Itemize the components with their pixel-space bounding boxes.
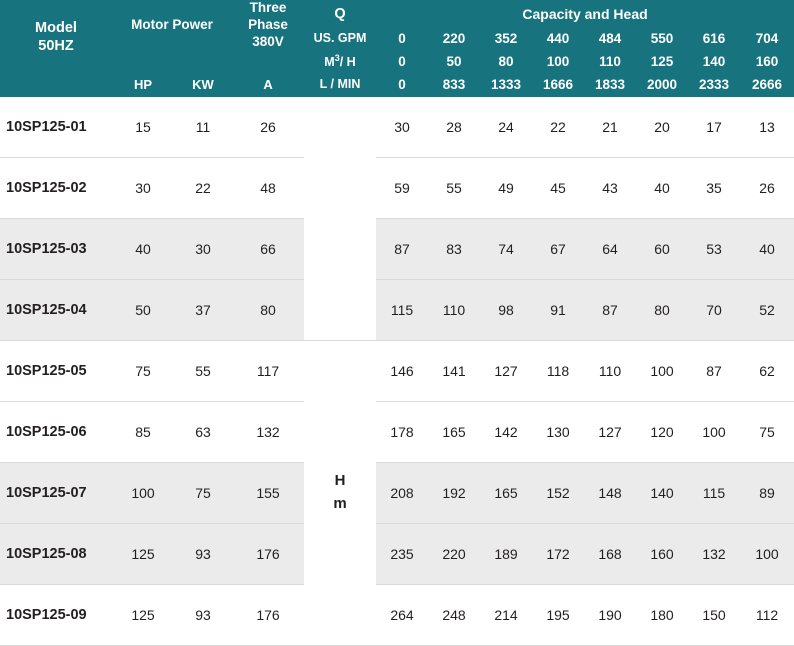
cell-amp: 155 [232, 462, 304, 523]
header-gpm-5: 550 [636, 28, 688, 51]
cell-head-1: 141 [428, 340, 480, 401]
cell-head-2: 189 [480, 523, 532, 584]
cell-head-6: 132 [688, 523, 740, 584]
cell-head-6: 87 [688, 340, 740, 401]
cell-head-4: 87 [584, 279, 636, 340]
cell-head-5: 100 [636, 340, 688, 401]
cell-head-1: 83 [428, 218, 480, 279]
header-unit-usgpm: US. GPM [304, 28, 376, 51]
cell-head-0: 264 [376, 584, 428, 645]
cell-head-7: 62 [740, 340, 794, 401]
cell-amp: 26 [232, 97, 304, 158]
header-lmin-1: 833 [428, 74, 480, 97]
cell-head-4: 190 [584, 584, 636, 645]
header-gpm-0: 0 [376, 28, 428, 51]
header-model [0, 0, 112, 74]
table-row [0, 462, 794, 523]
header-unit-m3h-sup: 3 [334, 53, 340, 64]
cell-kw: 30 [174, 218, 232, 279]
header-gpm-6: 616 [688, 28, 740, 51]
cell-head-6: 17 [688, 97, 740, 158]
header-unit-m3h-pre: M [324, 55, 335, 70]
cell-kw: 11 [174, 97, 232, 158]
header-m3h-7: 160 [740, 51, 794, 74]
header-gpm-7: 704 [740, 28, 794, 51]
cell-head-4: 110 [584, 340, 636, 401]
cell-head-2: 49 [480, 157, 532, 218]
cell-head-2: 142 [480, 401, 532, 462]
cell-head-0: 30 [376, 97, 428, 158]
cell-head-1: 248 [428, 584, 480, 645]
cell-head-4: 21 [584, 97, 636, 158]
cell-kw: 55 [174, 340, 232, 401]
cell-head-1: 110 [428, 279, 480, 340]
header-m3h-3: 100 [532, 51, 584, 74]
header-motor-power: Motor Power [112, 0, 232, 51]
table-row [0, 401, 794, 462]
header-m3h-1: 50 [428, 51, 480, 74]
header-three-phase-line2: Phase [248, 16, 288, 32]
cell-head-7: 100 [740, 523, 794, 584]
header-row-lmin [0, 74, 794, 97]
table-header [0, 0, 794, 97]
cell-head-2: 98 [480, 279, 532, 340]
header-gpm-3: 440 [532, 28, 584, 51]
cell-head-4: 43 [584, 157, 636, 218]
cell-head-3: 22 [532, 97, 584, 158]
cell-head-5: 140 [636, 462, 688, 523]
header-lmin-5: 2000 [636, 74, 688, 97]
cell-head-2: 24 [480, 97, 532, 158]
header-model-spacer [0, 74, 112, 97]
cell-head-7: 26 [740, 157, 794, 218]
cell-model: 10SP125-04 [0, 279, 112, 340]
header-three-phase-line1: Three [249, 0, 287, 15]
cell-kw: 63 [174, 401, 232, 462]
header-lmin-4: 1833 [584, 74, 636, 97]
header-three-phase [232, 0, 304, 51]
header-motor-power-spacer [112, 51, 232, 74]
cell-hp: 40 [112, 218, 174, 279]
header-gpm-1: 220 [428, 28, 480, 51]
cell-head-5: 20 [636, 97, 688, 158]
cell-head-6: 70 [688, 279, 740, 340]
head-symbol-m: m [333, 494, 347, 512]
cell-head-7: 52 [740, 279, 794, 340]
cell-head-0: 146 [376, 340, 428, 401]
cell-head-0: 208 [376, 462, 428, 523]
cell-head-6: 115 [688, 462, 740, 523]
cell-head-4: 127 [584, 401, 636, 462]
header-lmin-6: 2333 [688, 74, 740, 97]
header-lmin-3: 1666 [532, 74, 584, 97]
cell-head-3: 91 [532, 279, 584, 340]
head-symbol-h: H [334, 472, 346, 490]
cell-head-0: 59 [376, 157, 428, 218]
cell-head-7: 75 [740, 401, 794, 462]
header-lmin-2: 1333 [480, 74, 532, 97]
cell-head-2: 165 [480, 462, 532, 523]
header-unit-m3h [304, 51, 376, 74]
cell-hp: 15 [112, 97, 174, 158]
cell-head-4: 64 [584, 218, 636, 279]
cell-head-3: 130 [532, 401, 584, 462]
cell-amp: 66 [232, 218, 304, 279]
cell-head-3: 67 [532, 218, 584, 279]
cell-head-6: 53 [688, 218, 740, 279]
cell-model: 10SP125-06 [0, 401, 112, 462]
table-row [0, 279, 794, 340]
header-m3h-0: 0 [376, 51, 428, 74]
header-m3h-2: 80 [480, 51, 532, 74]
table-row [0, 523, 794, 584]
cell-kw: 37 [174, 279, 232, 340]
header-model-line2: 50HZ [38, 37, 74, 54]
header-m3h-6: 140 [688, 51, 740, 74]
cell-model: 10SP125-05 [0, 340, 112, 401]
cell-model: 10SP125-03 [0, 218, 112, 279]
cell-model: 10SP125-07 [0, 462, 112, 523]
cell-head-3: 45 [532, 157, 584, 218]
head-symbol-spacer-top [304, 97, 376, 341]
cell-head-5: 160 [636, 523, 688, 584]
table-row [0, 584, 794, 645]
header-amp: A [232, 74, 304, 97]
head-symbol-cell [304, 340, 376, 645]
header-kw: KW [174, 74, 232, 97]
cell-head-3: 172 [532, 523, 584, 584]
cell-amp: 48 [232, 157, 304, 218]
cell-head-0: 235 [376, 523, 428, 584]
cell-head-7: 112 [740, 584, 794, 645]
header-unit-lmin: L / MIN [304, 74, 376, 97]
cell-hp: 125 [112, 523, 174, 584]
cell-head-2: 127 [480, 340, 532, 401]
header-row-top [0, 0, 794, 28]
table-row [0, 340, 794, 401]
header-m3h-5: 125 [636, 51, 688, 74]
cell-head-5: 180 [636, 584, 688, 645]
header-m3h-4: 110 [584, 51, 636, 74]
header-row-m3h [0, 51, 794, 74]
table-row [0, 218, 794, 279]
cell-head-2: 214 [480, 584, 532, 645]
table-row [0, 157, 794, 218]
cell-head-4: 168 [584, 523, 636, 584]
cell-head-5: 120 [636, 401, 688, 462]
cell-head-1: 220 [428, 523, 480, 584]
cell-head-3: 152 [532, 462, 584, 523]
header-lmin-7: 2666 [740, 74, 794, 97]
cell-head-1: 192 [428, 462, 480, 523]
header-capacity-and-head: Capacity and Head [376, 0, 794, 28]
header-unit-m3h-post: / H [339, 55, 356, 70]
cell-amp: 80 [232, 279, 304, 340]
cell-head-7: 89 [740, 462, 794, 523]
header-three-phase-spacer [232, 51, 304, 74]
cell-kw: 93 [174, 584, 232, 645]
cell-head-1: 165 [428, 401, 480, 462]
cell-head-5: 80 [636, 279, 688, 340]
table-row [0, 97, 794, 158]
cell-head-7: 13 [740, 97, 794, 158]
cell-head-6: 150 [688, 584, 740, 645]
cell-model: 10SP125-09 [0, 584, 112, 645]
header-three-phase-line3: 380V [252, 33, 284, 49]
cell-model: 10SP125-08 [0, 523, 112, 584]
cell-amp: 176 [232, 523, 304, 584]
cell-hp: 50 [112, 279, 174, 340]
cell-head-6: 100 [688, 401, 740, 462]
cell-head-0: 178 [376, 401, 428, 462]
cell-head-1: 55 [428, 157, 480, 218]
cell-model: 10SP125-02 [0, 157, 112, 218]
cell-head-3: 118 [532, 340, 584, 401]
cell-amp: 176 [232, 584, 304, 645]
cell-head-5: 60 [636, 218, 688, 279]
cell-head-4: 148 [584, 462, 636, 523]
cell-hp: 125 [112, 584, 174, 645]
cell-head-6: 35 [688, 157, 740, 218]
cell-head-5: 40 [636, 157, 688, 218]
header-model-line1: Model [35, 19, 77, 36]
cell-hp: 100 [112, 462, 174, 523]
cell-kw: 22 [174, 157, 232, 218]
cell-amp: 117 [232, 340, 304, 401]
cell-hp: 30 [112, 157, 174, 218]
cell-hp: 75 [112, 340, 174, 401]
header-hp: HP [112, 74, 174, 97]
header-gpm-4: 484 [584, 28, 636, 51]
cell-head-2: 74 [480, 218, 532, 279]
cell-kw: 93 [174, 523, 232, 584]
cell-head-1: 28 [428, 97, 480, 158]
table-body [0, 97, 794, 646]
header-lmin-0: 0 [376, 74, 428, 97]
cell-kw: 75 [174, 462, 232, 523]
cell-amp: 132 [232, 401, 304, 462]
cell-hp: 85 [112, 401, 174, 462]
cell-model: 10SP125-01 [0, 97, 112, 158]
cell-head-3: 195 [532, 584, 584, 645]
header-gpm-2: 352 [480, 28, 532, 51]
header-q-symbol: Q [304, 0, 376, 28]
cell-head-0: 87 [376, 218, 428, 279]
cell-head-0: 115 [376, 279, 428, 340]
cell-head-7: 40 [740, 218, 794, 279]
